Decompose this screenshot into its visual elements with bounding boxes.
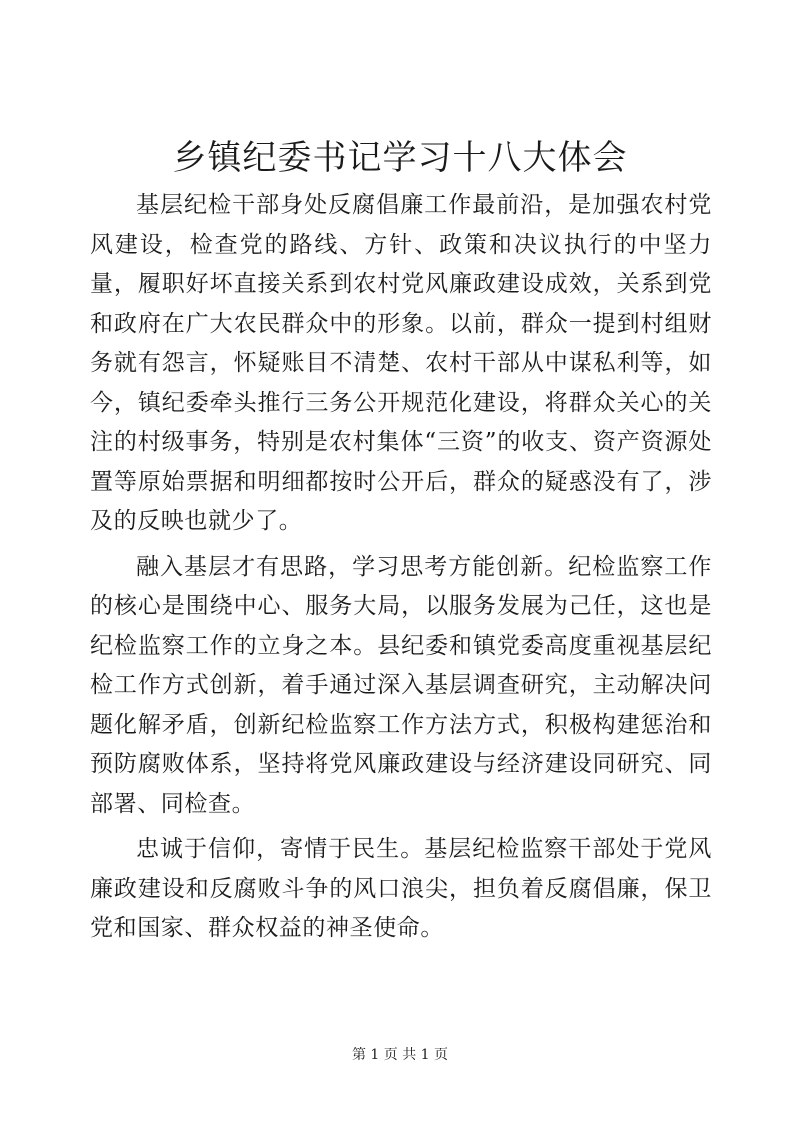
paragraph-1: 基层纪检干部身处反腐倡廉工作最前沿，是加强农村党风建设，检查党的路线、方针、政策和决议执行的中坚力量，履职好坏直接关系到农村党风廉政建设成效，关系到党和政府在广大农民群众中的形象。以前，群众一提到村组财务就有怨言，怀疑账目不清楚、农村干部从中谋私利等，如今，镇纪委牵头推行三务公开规范化建设，将群众关心的关注的村级事务，特别是农村集体“三资”的收支、资产资源处置等原始票据和明细都按时公开后，群众的疑惑没有了，涉及的反映也就少了。	[90, 192, 712, 534]
paragraph-2: 融入基层才有思路，学习思考方能创新。纪检监察工作的核心是围绕中心、服务大局，以服务发展为己任，这也是纪检监察工作的立身之本。县纪委和镇党委高度重视基层纪检工作方式创新，着手通过深入基层调查研究，主动解决问题化解矛盾，创新纪检监察工作方法方式，积极构建惩治和预防腐败体系，坚持将党风廉政建设与经济建设同研究、同部署、同检查。	[90, 553, 712, 817]
page-footer: 第 1 页 共 1 页	[351, 1047, 449, 1063]
document-body	[90, 186, 712, 949]
paragraph-3: 忠诚于信仰，寄情于民生。基层纪检监察干部处于党风廉政建设和反腐败斗争的风口浪尖，担负着反腐倡廉，保卫党和国家、群众权益的神圣使命。	[90, 836, 712, 941]
document-title: 乡镇纪委书记学习十八大体会	[172, 138, 628, 178]
